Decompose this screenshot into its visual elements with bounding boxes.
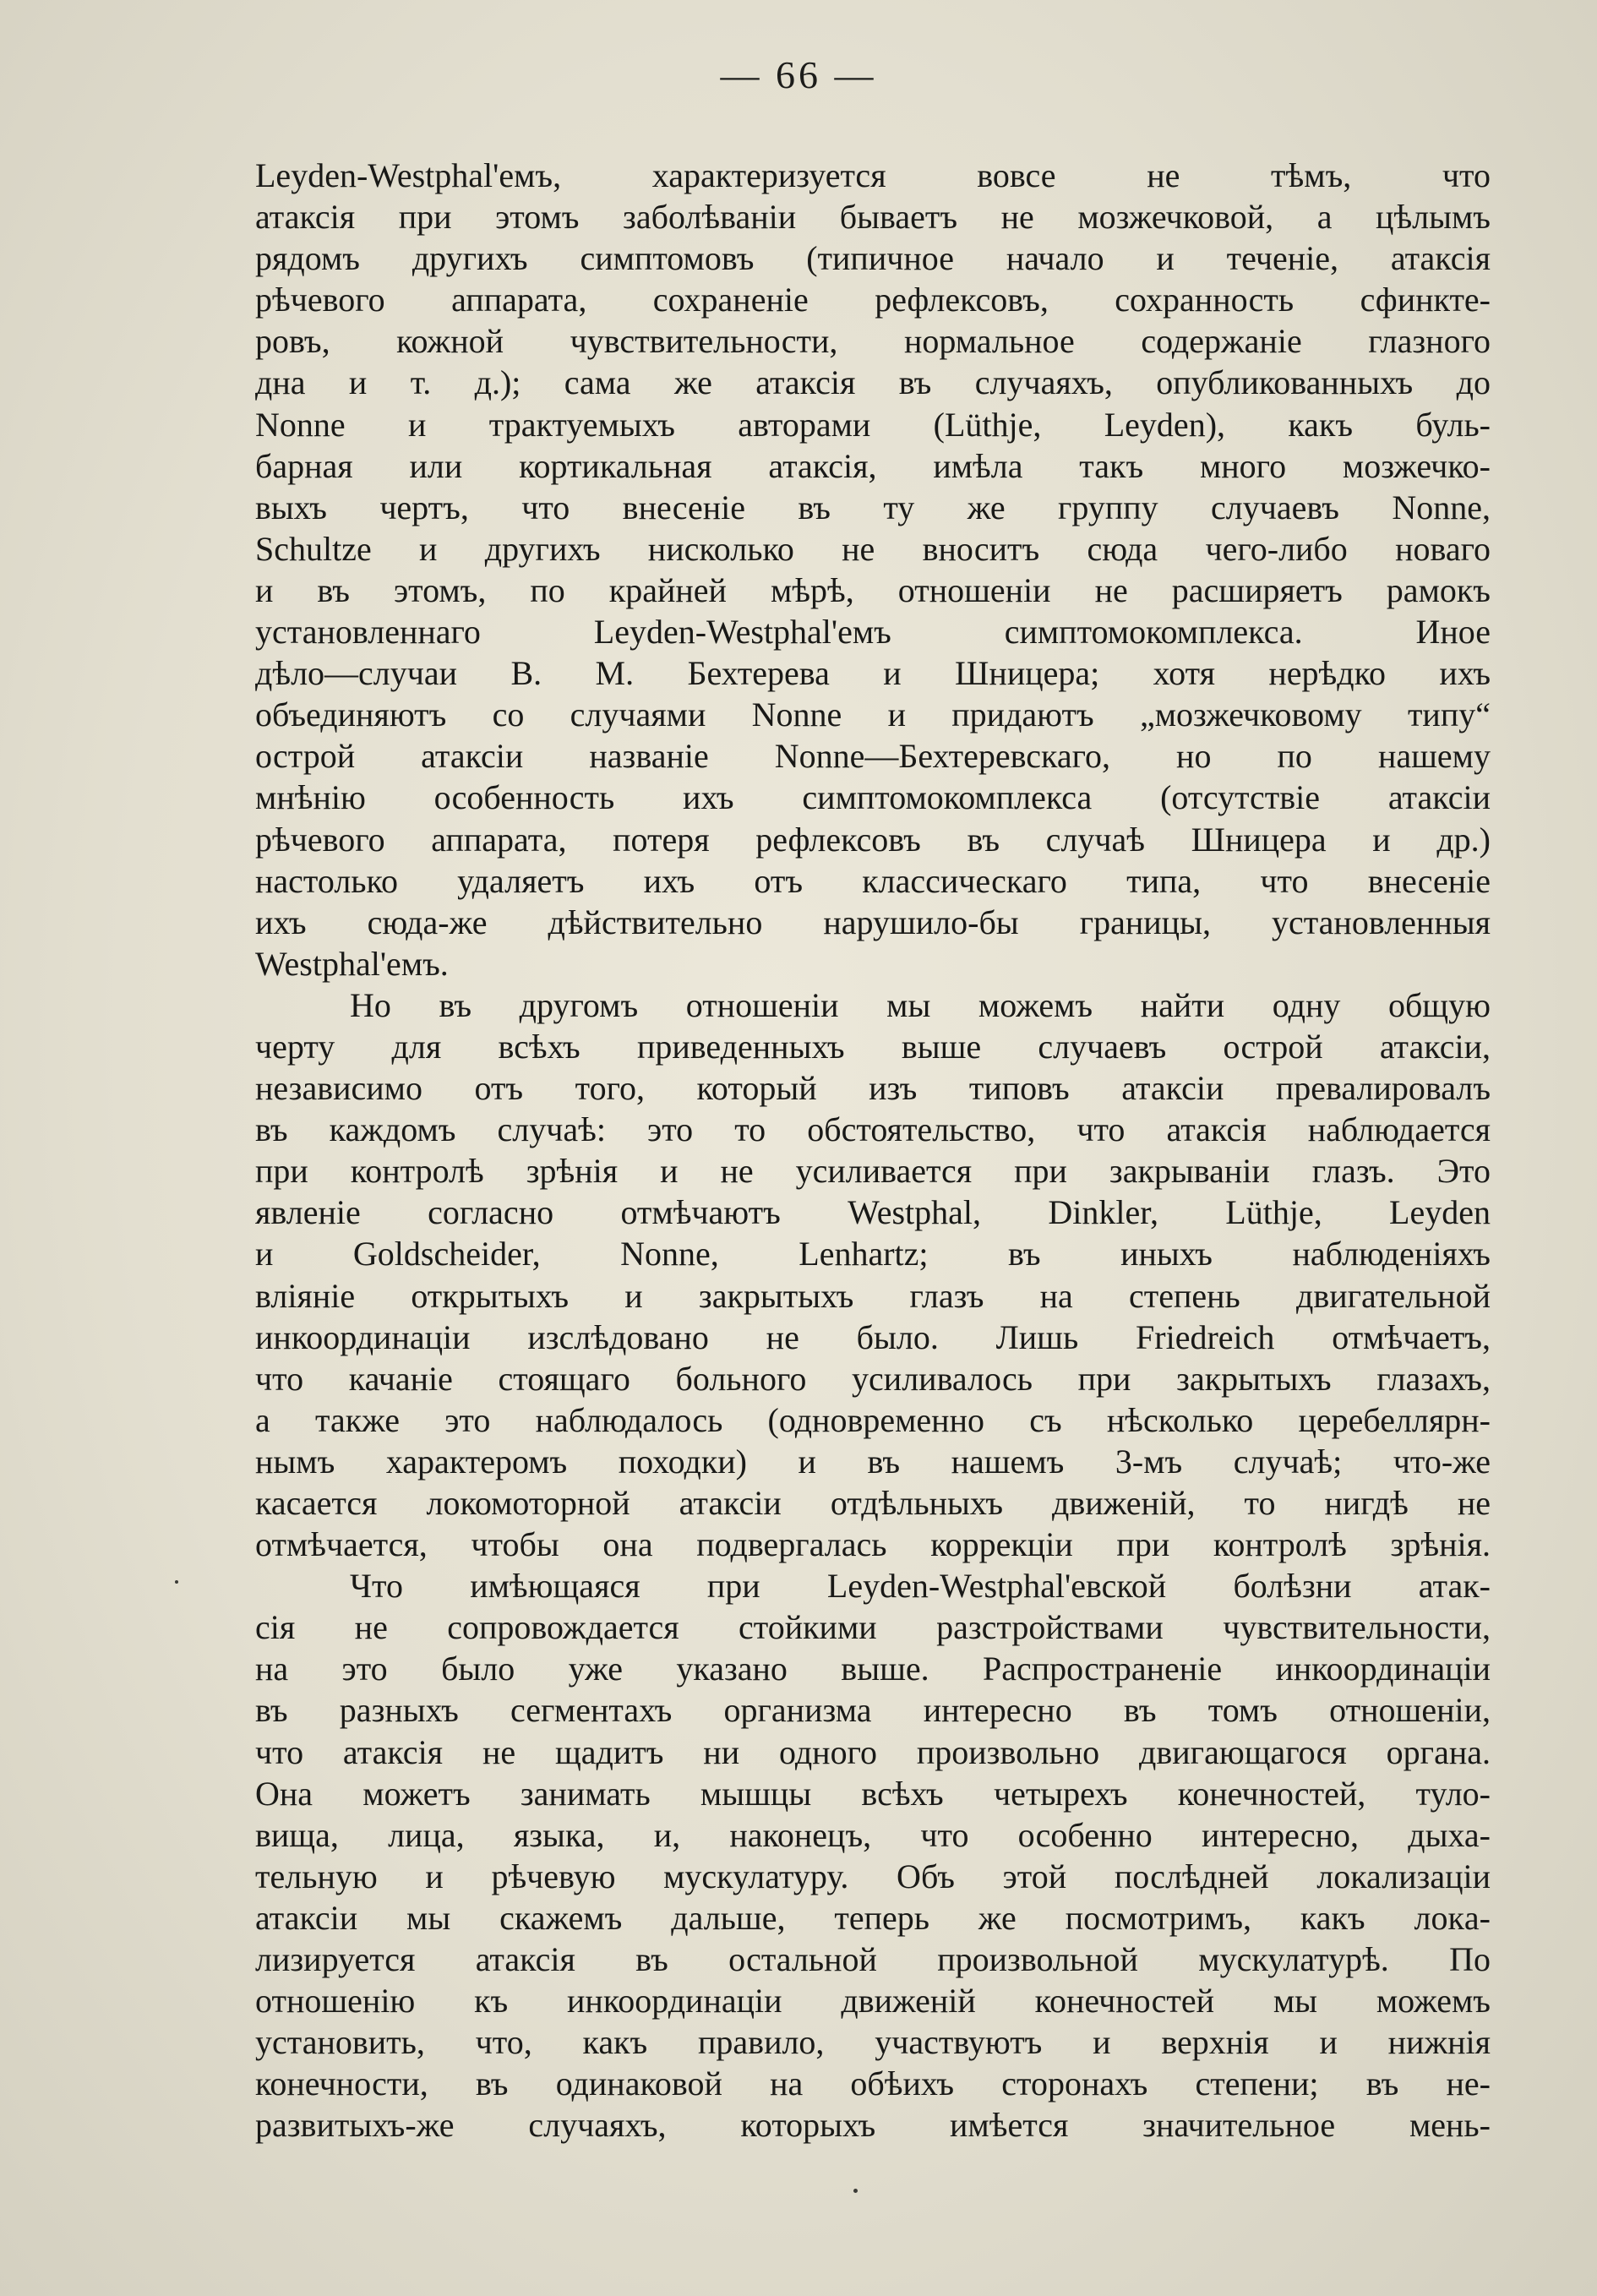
text-line: объединяютъ со случаями Nonne и придаютъ „мозжечковому типу“ [255, 695, 1491, 734]
text-line: Schultze и другихъ нисколько не вноситъ сюда чего-либо новаго [255, 529, 1491, 568]
text-line: Nonne и трактуемыхъ авторами (Lüthje, Leyden), какъ буль- [255, 405, 1491, 444]
text-line: выхъ чертъ, что внесеніе въ ту же группу случаевъ Nonne, [255, 488, 1491, 526]
text-line: атаксія при этомъ заболѣваніи бываетъ не мозжечковой, а цѣлымъ [255, 198, 1491, 237]
paragraph-2 [255, 984, 1491, 1565]
text-line: Westphal'емъ. [255, 944, 449, 983]
text-line: независимо отъ того, который изъ типовъ атаксіи превалировалъ [255, 1069, 1491, 1108]
text-line: отношенію къ инкоординаціи движеній конечностей мы можемъ [255, 1982, 1491, 2021]
text-line: острой атаксіи названіе Nonne—Бехтеревскаго, но по нашему [255, 737, 1491, 776]
text-line: конечности, въ одинаковой на обѣихъ сторонахъ степени; въ не- [255, 2064, 1491, 2103]
text-line: развитыхъ-же случаяхъ, которыхъ имѣется значительное мень- [255, 2106, 1491, 2145]
print-speck [853, 2189, 858, 2193]
text-line: Что имѣющаяся при Leyden-Westphal'евской болѣзни атак- [350, 1567, 1491, 1606]
text-line: вища, лица, языка, и, наконецъ, что особенно интересно, дыха- [255, 1815, 1491, 1854]
text-line: въ разныхъ сегментахъ организма интересно въ томъ отношеніи, [255, 1691, 1491, 1730]
text-line: настолько удаляетъ ихъ отъ классическаго типа, что внесеніе [255, 861, 1491, 900]
page-number: — 66 — [720, 53, 877, 96]
text-line: ровъ, кожной чувствительности, нормальное содержаніе глазного [255, 322, 1491, 361]
print-speck [175, 1580, 178, 1584]
text-line: ихъ сюда-же дѣйствительно нарушило-бы границы, установленныя [255, 903, 1491, 941]
text-line: тельную и рѣчевую мускулатуру. Объ этой послѣдней локализаціи [255, 1857, 1491, 1895]
paragraph-3 [255, 1565, 1491, 2146]
text-line: инкоординаціи изслѣдовано не было. Лишь Friedreich отмѣчаетъ, [255, 1317, 1491, 1356]
text-line: что качаніе стоящаго больного усиливалось при закрытыхъ глазахъ, [255, 1359, 1491, 1398]
text-line: рядомъ другихъ симптомовъ (типичное начало и теченіе, атаксія [255, 239, 1491, 278]
text-line: Leyden-Westphal'емъ, характеризуется вовсе не тѣмъ, что [255, 156, 1491, 194]
text-line: дѣло—случаи В. М. Бехтерева и Шницера; хотя нерѣдко ихъ [255, 654, 1491, 693]
text-line: мнѣнію особенность ихъ симптомокомплекса (отсутствіе атаксіи [255, 778, 1491, 817]
text-line: установленнаго Leyden-Westphal'емъ симптомокомплекса. Иное [255, 613, 1491, 652]
text-line: рѣчевого аппарата, сохраненіе рефлексовъ, сохранность сфинкте- [255, 281, 1491, 319]
text-line: вліяніе открытыхъ и закрытыхъ глазъ на степень двигательной [255, 1276, 1491, 1315]
text-line: лизируется атаксія въ остальной произвольной мускулатурѣ. По [255, 1940, 1491, 1979]
text-line: барная или кортикальная атаксія, имѣла такъ много мозжечко- [255, 446, 1491, 485]
text-line: установить, что, какъ правило, участвуютъ и верхнія и нижнія [255, 2023, 1491, 2062]
text-line: Она можетъ занимать мышцы всѣхъ четырехъ конечностей, туло- [255, 1774, 1491, 1813]
text-line: въ каждомъ случаѣ: это то обстоятельство, что атаксія наблюдается [255, 1110, 1491, 1149]
paragraph-1 [255, 155, 1491, 984]
text-line: явленіе согласно отмѣчаютъ Westphal, Dinkler, Lüthje, Leyden [255, 1193, 1491, 1232]
text-line: атаксіи мы скажемъ дальше, теперь же посмотримъ, какъ локa- [255, 1898, 1491, 1937]
text-line: нымъ характеромъ походки) и въ нашемъ 3-мъ случаѣ; что-же [255, 1442, 1491, 1481]
text-line: что атаксія не щадитъ ни одного произвольно двигающагося органа. [255, 1732, 1491, 1771]
text-line: Но въ другомъ отношеніи мы можемъ найти одну общую [350, 985, 1491, 1024]
text-line: отмѣчается, чтобы она подвергалась коррекціи при контролѣ зрѣнія. [255, 1525, 1491, 1564]
text-line: рѣчевого аппарата, потеря рефлексовъ въ случаѣ Шницера и др.) [255, 820, 1491, 859]
text-line: дна и т. д.); сама же атаксія въ случаяхъ, опубликованныхъ до [255, 363, 1491, 402]
text-line: а также это наблюдалось (одновременно съ нѣсколько церебеллярн- [255, 1400, 1491, 1439]
text-line: сія не сопровождается стойкими разстройствами чувствительности, [255, 1608, 1491, 1647]
text-line: при контролѣ зрѣнія и не усиливается при закрываніи глазъ. Это [255, 1152, 1491, 1191]
text-line: и въ этомъ, по крайней мѣрѣ, отношеніи не расширяетъ рамокъ [255, 570, 1491, 609]
text-line: на это было уже указано выше. Распространеніе инкоординаціи [255, 1650, 1491, 1688]
text-line: и Goldscheider, Nonne, Lenhartz; въ иныхъ наблюденіяхъ [255, 1235, 1491, 1273]
text-line: черту для всѣхъ приведенныхъ выше случаевъ острой атаксіи, [255, 1027, 1491, 1066]
body-text [255, 155, 1491, 2146]
text-line: касается локомоторной атаксіи отдѣльныхъ движеній, то нигдѣ не [255, 1484, 1491, 1522]
